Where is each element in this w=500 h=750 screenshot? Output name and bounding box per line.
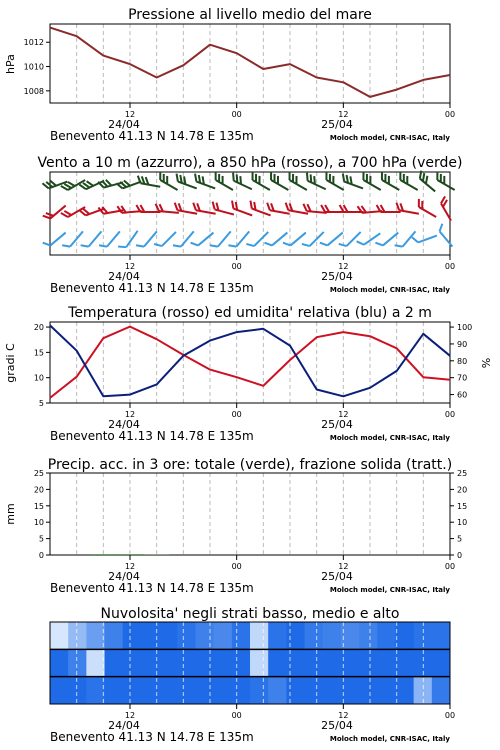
cloud-cell-medio (159, 649, 178, 677)
cloud-cell-medio (377, 649, 396, 677)
rh-ytick-label: 100 (457, 323, 473, 333)
barb-flag (395, 242, 403, 250)
cloud-cell-medio (123, 649, 142, 677)
wind-barb-700hpa (79, 174, 104, 190)
wind-barb-10m (99, 227, 120, 250)
wind-barb-700hpa (249, 172, 273, 190)
wind-barb-10m (154, 227, 176, 249)
cloud-cell-basso (123, 677, 142, 705)
barb-shaft (418, 236, 437, 243)
cloud-cell-medio (250, 649, 269, 677)
temp-location: Benevento 41.13 N 14.78 E 135m (50, 429, 254, 443)
barb-shaft (107, 231, 120, 246)
barb-flag (357, 239, 364, 247)
precip-credit: Moloch model, CNR-ISAC, Italy (329, 586, 450, 594)
temp-xtick-label: 12 (124, 410, 136, 419)
temp-date-label: 25/04 (321, 418, 353, 431)
cloud-cell-basso (214, 677, 233, 705)
barb-shaft (383, 233, 398, 246)
precip-location: Benevento 41.13 N 14.78 E 135m (50, 581, 254, 595)
barb-flag (248, 201, 254, 209)
cloud-title: Nuvolosita' negli strati basso, medio e alto (100, 606, 400, 622)
cloud-date-label: 25/04 (321, 719, 353, 732)
cloud-credit: Moloch model, CNR-ISAC, Italy (329, 735, 450, 743)
barb-flag (212, 172, 219, 180)
rh-ylabel: % (480, 357, 493, 369)
barb-flag (286, 172, 293, 180)
precip-ytick-label-right: 10 (457, 518, 468, 528)
cloud-cell-medio (395, 649, 414, 677)
wind-barb-700hpa (137, 176, 162, 187)
barb-flag (412, 236, 418, 244)
barb-flag (157, 172, 164, 180)
wind-barb-700hpa (434, 172, 458, 190)
barb-flag (437, 224, 445, 232)
precip-frame (50, 473, 450, 555)
cloud-cell-alto (359, 622, 378, 650)
cloud-cell-medio (105, 649, 124, 677)
cloud-cell-alto (395, 622, 414, 650)
barb-flag (340, 174, 346, 182)
barb-flag (230, 201, 236, 209)
wind-xtick-label: 00 (444, 262, 456, 271)
wind-barb-700hpa (230, 173, 255, 189)
temp-xtick-label: 00 (444, 410, 456, 419)
cloud-cell-basso (377, 677, 396, 705)
cloud-cell-alto (305, 622, 324, 650)
temp-xtick-label: 12 (338, 410, 349, 419)
wind-barb-10m (81, 227, 102, 250)
rh-ytick-label: 60 (457, 390, 468, 400)
cloud-cell-alto (177, 622, 196, 650)
barb-flag (397, 172, 404, 180)
pressure-title: Pressione al livello medio del mare (128, 7, 372, 23)
wind-barb-10m (339, 227, 361, 249)
cloud-cell-medio (305, 649, 324, 677)
barb-flag (320, 240, 328, 248)
cloud-cell-medio (323, 649, 342, 677)
barb-flag (268, 172, 275, 180)
precip-ytick-label-right: 0 (457, 551, 463, 560)
cloud-date-label: 24/04 (108, 719, 140, 732)
cloud-cell-medio (86, 649, 105, 677)
cloud-cell-alto (250, 622, 269, 650)
cloud-location: Benevento 41.13 N 14.78 E 135m (50, 730, 254, 744)
cloud-cell-basso (177, 677, 196, 705)
precip-ytick-label-right: 20 (457, 485, 468, 495)
pressure-date-label: 25/04 (321, 118, 353, 131)
barb-flag (434, 172, 441, 180)
barb-flag (323, 172, 330, 180)
temp-ytick-label: 20 (33, 323, 44, 333)
precip-ytick-label: 10 (33, 518, 44, 528)
temp-ytick-label: 10 (33, 373, 44, 383)
wind-barb-10m (246, 227, 268, 249)
barb-flag (378, 172, 385, 180)
wind-barb-10m (210, 227, 231, 250)
cloud-cell-basso (432, 677, 451, 705)
cloud-cell-basso (232, 677, 251, 705)
precip-ytick-label: 5 (38, 534, 44, 544)
wind-barb-700hpa (378, 172, 402, 190)
cloud-cell-alto (86, 622, 105, 650)
barb-flag (325, 205, 329, 212)
cloud-cell-basso (86, 677, 105, 705)
precip-ytick-label-right: 5 (457, 534, 463, 544)
wind-barb-10m (302, 227, 324, 249)
wind-barb-850hpa (43, 200, 66, 221)
barb-flag (249, 172, 256, 180)
cloud-cell-basso (286, 677, 305, 705)
pressure-xtick-label: 00 (231, 110, 242, 119)
cloud-cell-medio (286, 649, 305, 677)
cloud-xtick-label: 00 (444, 711, 456, 720)
cloud-cell-medio (268, 649, 287, 677)
precip-date-label: 24/04 (108, 570, 140, 583)
cloud-cell-alto (286, 622, 305, 650)
cloud-cell-basso (50, 677, 69, 705)
pressure-xtick-label: 12 (124, 110, 136, 119)
precip-ytick-label-right: 15 (457, 501, 468, 511)
precip-ytick-label: 20 (33, 485, 44, 495)
wind-barb-700hpa (193, 174, 218, 189)
barb-flag (173, 242, 181, 250)
pressure-ytick-label: 1012 (23, 38, 44, 48)
cloud-cell-basso (323, 677, 342, 705)
precip-bar (91, 554, 116, 555)
cloud-cell-medio (195, 649, 214, 677)
cloud-cell-alto (195, 622, 214, 650)
temp-frame (50, 322, 450, 403)
barb-flag (211, 202, 217, 210)
barb-flag (246, 241, 254, 249)
precip-ytick-label: 15 (33, 501, 44, 511)
cloud-cell-alto (50, 622, 69, 650)
pressure-credit: Moloch model, CNR-ISAC, Italy (329, 134, 450, 142)
cloud-cell-alto (268, 622, 287, 650)
wind-barb-700hpa (417, 171, 440, 192)
barb-shaft (162, 232, 176, 246)
pressure-date-label: 24/04 (108, 118, 140, 131)
cloud-cell-basso (159, 677, 178, 705)
cloud-cell-basso (359, 677, 378, 705)
cloud-cell-medio (50, 649, 69, 677)
pressure-ytick-label: 1010 (23, 62, 44, 72)
wind-location: Benevento 41.13 N 14.78 E 135m (50, 281, 254, 295)
wind-barb-700hpa (360, 172, 384, 190)
pressure-xtick-label: 00 (444, 110, 456, 119)
cloud-cell-basso (305, 677, 324, 705)
temp-date-label: 24/04 (108, 418, 140, 431)
cloud-cell-alto (214, 622, 233, 650)
temp-title: Temperatura (rosso) ed umidita' relativa (blu) a 2 m (68, 305, 432, 321)
barb-flag (174, 174, 180, 182)
cloud-cell-alto (377, 622, 396, 650)
cloud-cell-basso (68, 677, 87, 705)
rh-ytick-label: 70 (457, 373, 468, 383)
wind-barb-850hpa (415, 199, 439, 217)
barb-flag (321, 205, 325, 212)
wind-date-label: 24/04 (108, 270, 140, 283)
temperature-series (50, 327, 450, 398)
precip-ytick-label: 25 (33, 469, 44, 478)
pressure-ytick-label: 1008 (23, 86, 44, 96)
barb-flag (81, 242, 89, 250)
cloud-cell-alto (68, 622, 87, 650)
cloud-xtick-label: 00 (231, 711, 242, 720)
rh-ytick-label: 90 (457, 339, 468, 349)
wind-barb-10m (118, 227, 137, 251)
barb-flag (193, 174, 199, 182)
barb-flag (230, 173, 237, 181)
cloud-cell-basso (105, 677, 124, 705)
barb-shaft (347, 232, 361, 246)
cloud-cell-medio (214, 649, 233, 677)
cloud-cell-alto (432, 622, 451, 650)
cloud-cell-medio (68, 649, 87, 677)
temp-xtick-label: 00 (231, 410, 242, 419)
wind-barb-700hpa (268, 172, 292, 190)
cloud-cell-basso (250, 677, 269, 705)
pressure-location: Benevento 41.13 N 14.78 E 135m (50, 129, 254, 143)
cloud-cell-alto (105, 622, 124, 650)
precip-ytick-label: 0 (38, 551, 44, 560)
wind-xtick-label: 00 (231, 262, 242, 271)
cloud-xtick-label: 12 (124, 711, 136, 720)
wind-barb-700hpa (340, 174, 365, 189)
precip-date-label: 25/04 (321, 570, 353, 583)
barb-flag (43, 240, 51, 248)
cloud-cell-alto (123, 622, 142, 650)
rh-ytick-label: 80 (457, 356, 468, 366)
barb-flag (344, 205, 348, 212)
barb-shaft (126, 231, 137, 247)
cloud-xtick-label: 12 (338, 711, 349, 720)
precip-xtick-label: 00 (231, 562, 242, 571)
wind-date-label: 25/04 (321, 270, 353, 283)
barb-flag (136, 242, 144, 250)
wind-xtick-label: 12 (338, 262, 349, 271)
precip-xtick-label: 00 (444, 562, 456, 571)
wind-credit: Moloch model, CNR-ISAC, Italy (329, 286, 450, 294)
cloud-cell-alto (323, 622, 342, 650)
cloud-cell-medio (232, 649, 251, 677)
barb-flag (264, 240, 272, 248)
pressure-series (50, 28, 450, 97)
temp-ytick-label: 15 (33, 348, 44, 358)
barb-flag (191, 240, 199, 248)
pressure-ylabel: hPa (4, 54, 17, 74)
wind-barb-700hpa (397, 172, 421, 190)
wind-barb-10m (264, 227, 287, 248)
barb-flag (304, 173, 311, 181)
barb-flag (375, 240, 383, 248)
precip-ylabel: mm (4, 503, 17, 525)
barb-flag (210, 242, 218, 250)
precip-ytick-label-right: 25 (457, 469, 468, 478)
wind-barb-10m (136, 227, 157, 250)
wind-barb-10m (228, 227, 249, 250)
cloud-cell-alto (159, 622, 178, 650)
barb-flag (154, 241, 162, 249)
precip-xtick-label: 12 (338, 562, 349, 571)
precip-title: Precip. acc. in 3 ore: totale (verde), frazione solida (tratt.) (47, 457, 453, 473)
barb-shaft (181, 231, 194, 246)
wind-xtick-label: 12 (124, 262, 136, 271)
wind-title: Vento a 10 m (azzurro), a 850 hPa (rosso), a 700 hPa (verde) (37, 155, 463, 171)
barb-shaft (50, 233, 65, 246)
wind-barb-850hpa (439, 196, 457, 220)
wind-barb-10m (412, 229, 437, 244)
wind-barb-10m (437, 224, 458, 247)
barb-flag (118, 243, 126, 250)
barb-flag (283, 240, 291, 248)
temp-ytick-label: 5 (38, 399, 44, 408)
temp-ylabel: gradi C (4, 343, 17, 383)
barb-flag (228, 242, 236, 250)
wind-barb-10m (62, 227, 83, 250)
temp-credit: Moloch model, CNR-ISAC, Italy (329, 434, 450, 442)
precip-bar (118, 554, 143, 555)
cloud-cell-medio (177, 649, 196, 677)
barb-flag (62, 242, 70, 250)
cloud-cell-medio (359, 649, 378, 677)
pressure-xtick-label: 12 (338, 110, 349, 119)
cloud-cell-alto (232, 622, 251, 650)
cloud-cell-basso (395, 677, 414, 705)
barb-flag (339, 241, 347, 249)
barb-flag (360, 172, 367, 180)
barb-shaft (198, 233, 213, 246)
barb-flag (302, 241, 310, 249)
wind-barb-850hpa (61, 201, 85, 219)
cloud-cell-basso (268, 677, 287, 705)
barb-flag (415, 199, 422, 207)
cloud-cell-basso (195, 677, 214, 705)
cloud-cell-medio (432, 649, 451, 677)
precip-xtick-label: 12 (124, 562, 136, 571)
